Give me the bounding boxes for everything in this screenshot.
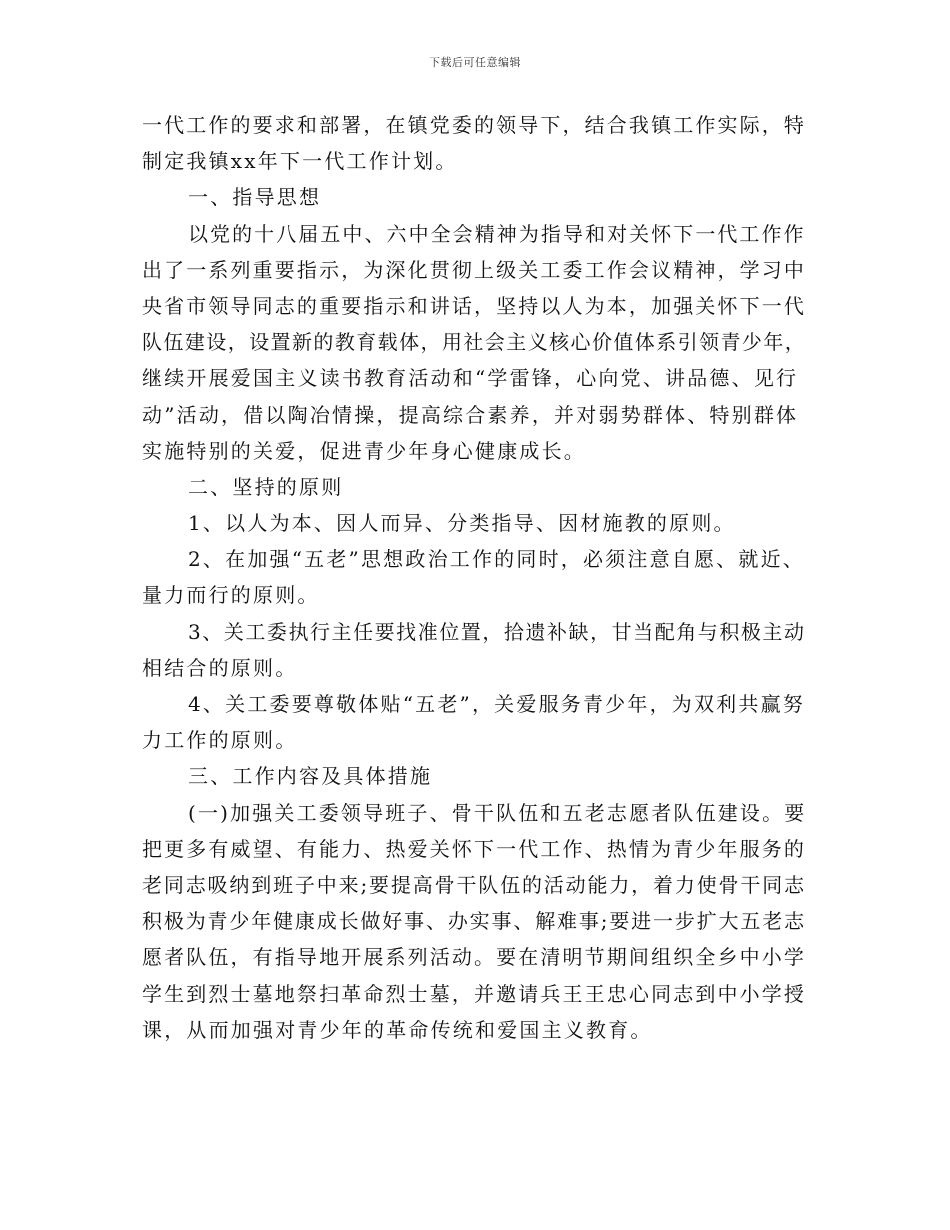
text-line: 队伍建设，设置新的教育载体，用社会主义核心价值体系引领青少年， bbox=[142, 330, 807, 355]
text-line: 三、工作内容及具体措施 bbox=[188, 764, 433, 789]
text-line: 继续开展爱国主义读书教育活动和“学雷锋，心向党、讲品德、见行 bbox=[142, 366, 799, 391]
text-line: 2、在加强“五老”思想政治工作的同时，必须注意自愿、就近、 bbox=[188, 547, 805, 572]
text-line: 学生到烈士墓地祭扫革命烈士墓，并邀请兵王王忠心同志到中小学授 bbox=[142, 981, 806, 1006]
text-line: 二、坚持的原则 bbox=[188, 474, 344, 499]
text-line: 相结合的原则。 bbox=[142, 655, 298, 680]
text-line: 积极为青少年健康成长做好事、办实事、解难事;要进一步扩大五老志 bbox=[142, 909, 806, 934]
text-line: 制定我镇xx年下一代工作计划。 bbox=[142, 149, 458, 174]
text-line: 把更多有威望、有能力、热爱关怀下一代工作、热情为青少年服务的 bbox=[142, 836, 806, 861]
text-line: 课，从而加强对青少年的革命传统和爱国主义教育。 bbox=[142, 1017, 653, 1042]
text-line: 1、以人为本、因人而异、分类指导、因材施教的原则。 bbox=[188, 511, 736, 536]
text-line: 4、关工委要尊敬体贴“五老”，关爱服务青少年，为双利共赢努 bbox=[188, 692, 805, 716]
text-line: 央省市领导同志的重要指示和讲话，坚持以人为本，加强关怀下一代 bbox=[142, 293, 806, 318]
text-line: 力工作的原则。 bbox=[142, 728, 298, 753]
text-line: 一代工作的要求和部署，在镇党委的领导下，结合我镇工作实际，特 bbox=[142, 113, 806, 137]
text-line: 量力而行的原则。 bbox=[142, 583, 320, 608]
text-line: 老同志吸纳到班子中来;要提高骨干队伍的活动能力，着力使骨干同志 bbox=[142, 872, 806, 897]
text-line: 以党的十八届五中、六中全会精神为指导和对关怀下一代工作作 bbox=[188, 221, 806, 246]
document-body bbox=[142, 107, 806, 1048]
text-line: 动”活动，借以陶冶情操，提高综合素养，并对弱势群体、特别群体 bbox=[142, 402, 799, 427]
text-line: 愿者队伍，有指导地开展系列活动。要在清明节期间组织全乡中小学 bbox=[142, 945, 806, 970]
text-line: 实施特别的关爱，促进青少年身心健康成长。 bbox=[142, 438, 586, 463]
text-line: 一、指导思想 bbox=[188, 185, 322, 210]
text-line: 3、关工委执行主任要找准位置，拾遗补缺，甘当配角与积极主动 bbox=[188, 619, 806, 644]
text-line: (一)加强关工委领导班子、骨干队伍和五老志愿者队伍建设。要 bbox=[188, 800, 807, 825]
header-note: 下载后可任意编辑 bbox=[429, 56, 521, 69]
text-line: 出了一系列重要指示，为深化贯彻上级关工委工作会议精神，学习中 bbox=[142, 257, 806, 282]
